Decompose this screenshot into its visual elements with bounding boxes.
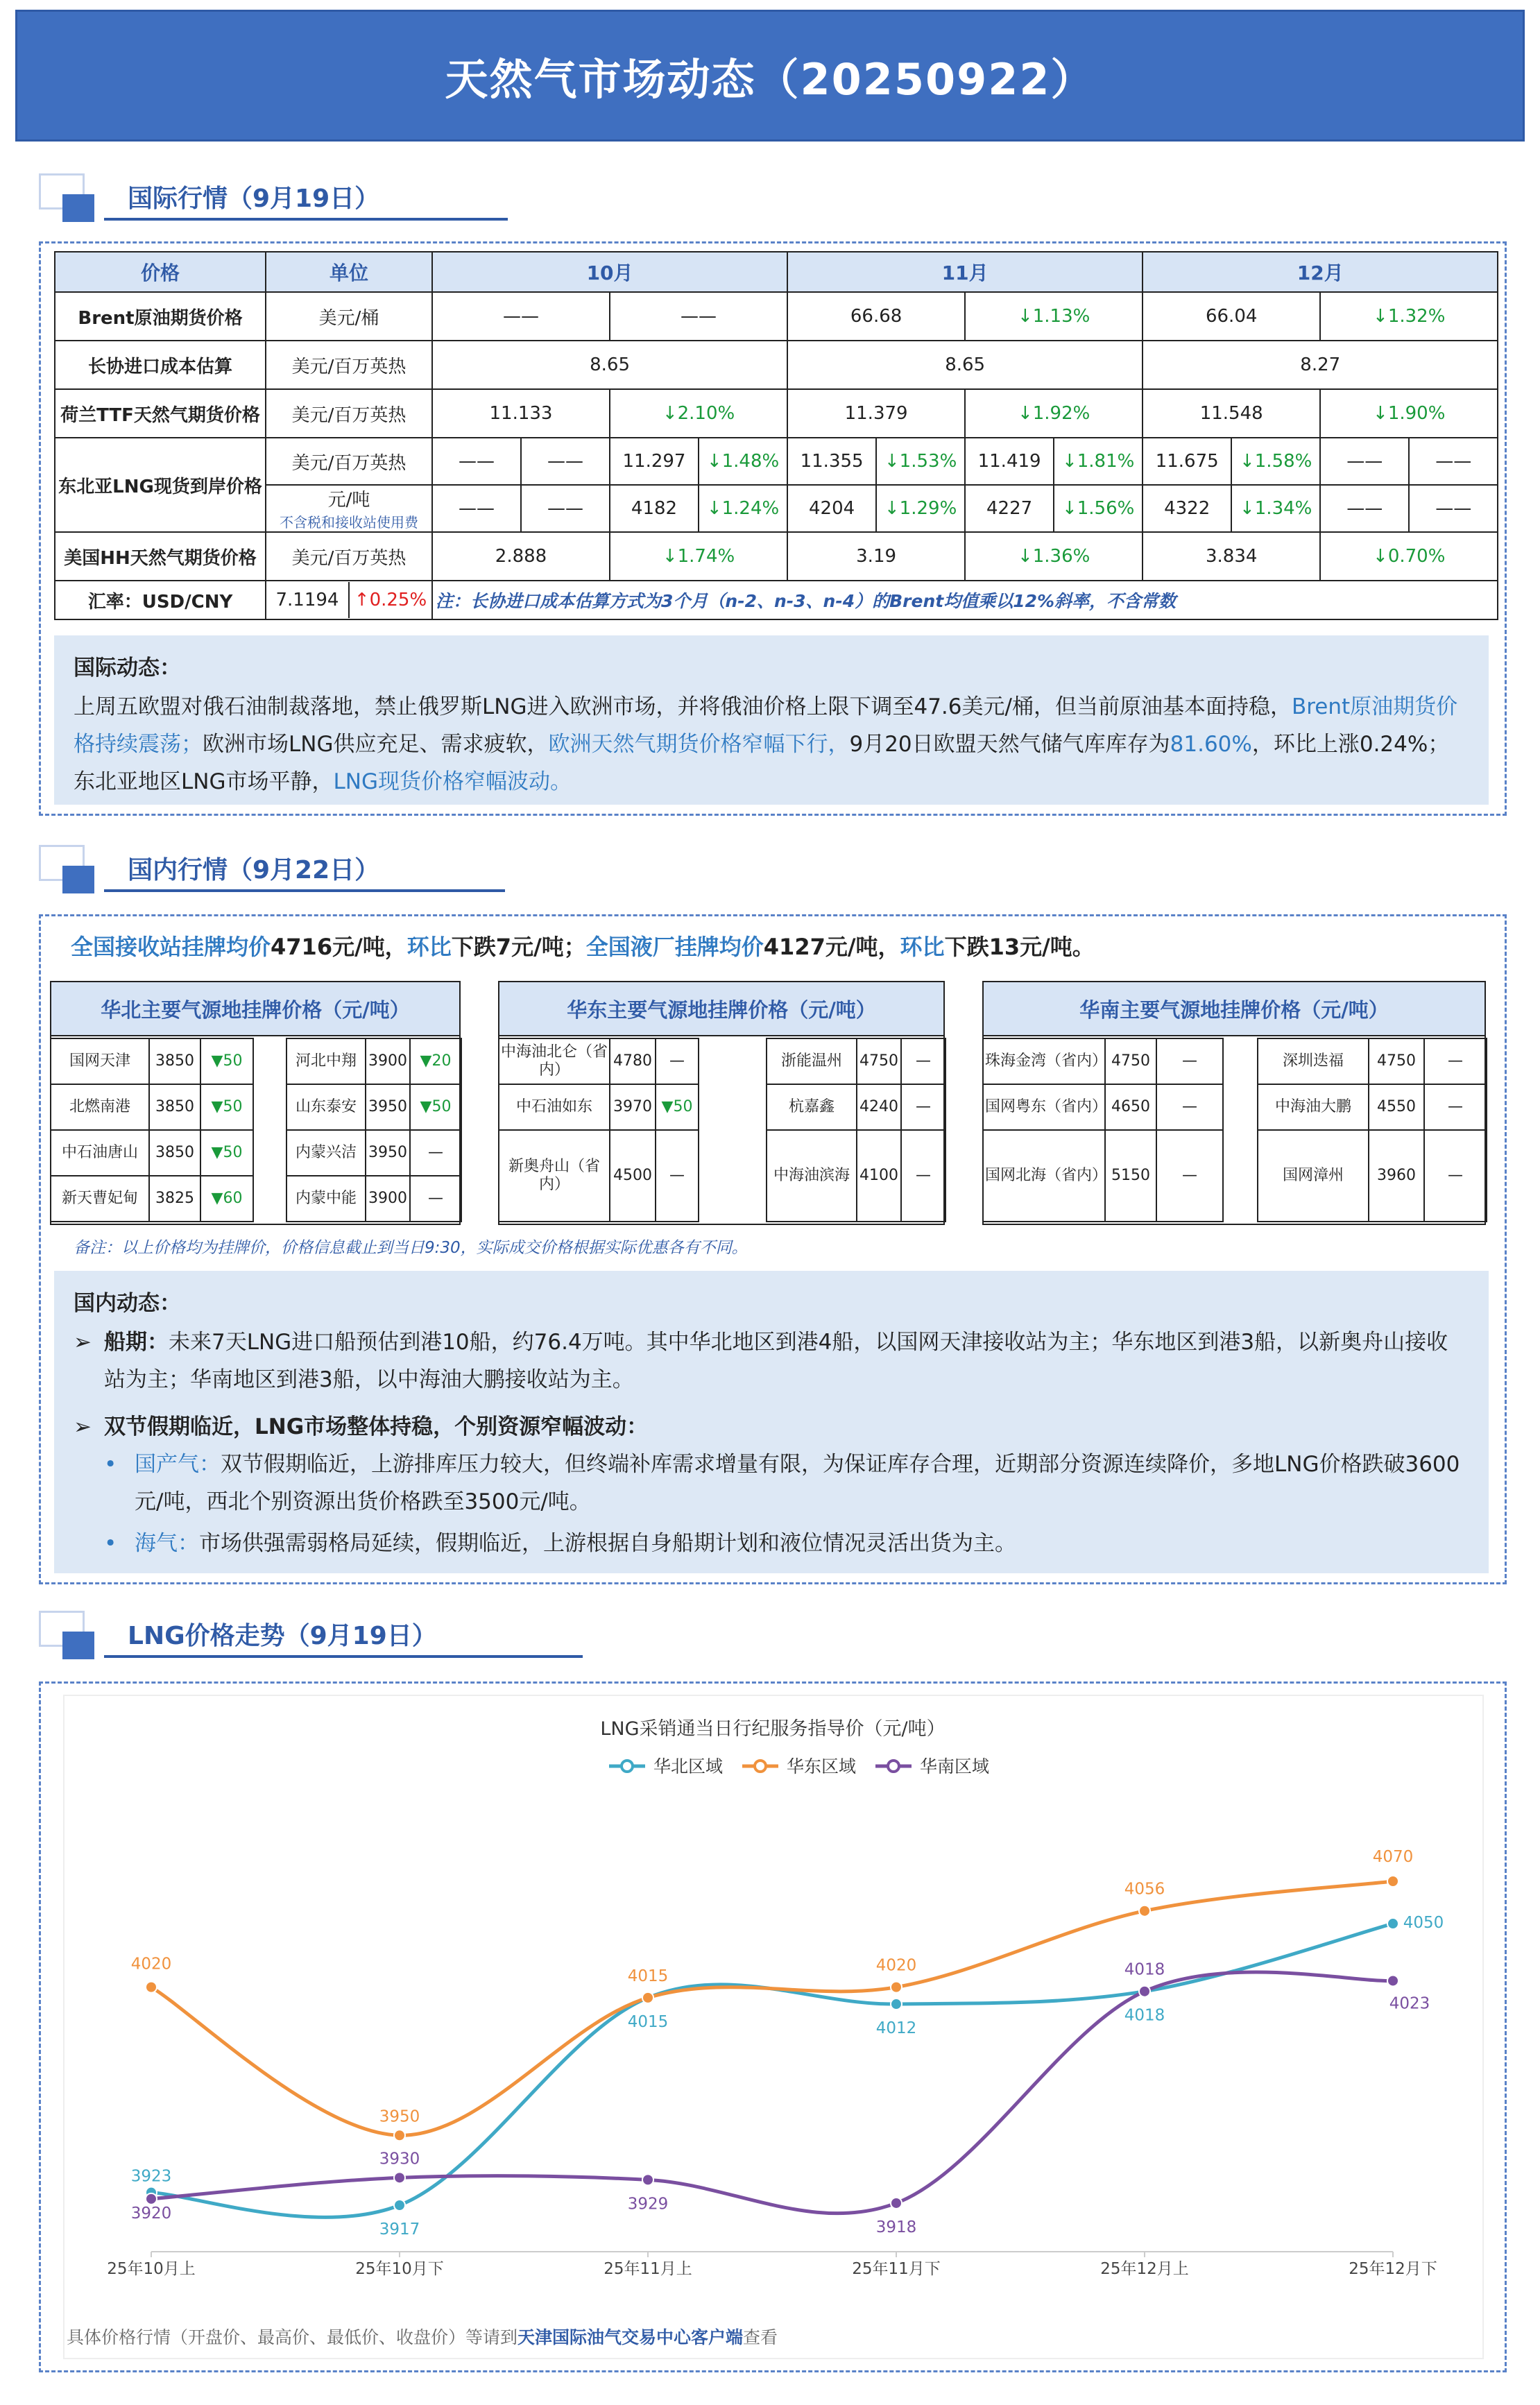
table-row	[983, 1038, 1223, 1084]
section-header-domestic	[39, 845, 469, 900]
source-name: 珠海金湾（省内）	[983, 1038, 1105, 1084]
change-cell: ↓0.70%	[1320, 532, 1498, 581]
change-cell: ↓1.90%	[1320, 389, 1498, 438]
section-title-domestic: 国内行情（9月22日）	[128, 856, 380, 884]
news-label: 海气：	[135, 1531, 199, 1556]
change-cell: ▼50	[200, 1084, 253, 1130]
unit-cell: 美元/百万英热	[266, 341, 432, 389]
data-label: 4050	[1403, 1914, 1444, 1933]
domestic-news-title: 国内动态：	[74, 1291, 181, 1316]
change-cell: ↓1.36%	[965, 532, 1143, 581]
table-row	[51, 1176, 253, 1222]
section-icon-fill	[62, 866, 94, 893]
change-cell: ▼50	[200, 1130, 253, 1176]
change-cell: ↓1.53%	[876, 438, 965, 485]
table-row	[286, 1084, 461, 1130]
data-point	[642, 2174, 653, 2185]
data-point	[1387, 1975, 1398, 1986]
table-row	[286, 1130, 461, 1176]
legend-label: 华东区域	[787, 1756, 857, 1777]
change-cell: ——	[1409, 485, 1498, 532]
data-point	[146, 1982, 157, 1993]
data-point	[891, 2198, 902, 2209]
change-cell: —	[1424, 1130, 1487, 1222]
table-row	[286, 1038, 461, 1084]
fx-note: 注：长协进口成本估算方式为3个月（n-2、n-3、n-4）的Brent均值乘以12%斜率，不含常数	[432, 581, 1498, 619]
data-label: 4018	[1124, 2006, 1165, 2025]
change-cell: ▼60	[200, 1176, 253, 1222]
news-text: 双节假期临近，上游排库压力较大，但终端补库需求增量有限，为保证库存合理，近期部分资源连续降价，多地LNG价格跌破3600元/吨，西北个别资源出货价格跌至3500元/吨。	[135, 1452, 1460, 1514]
section-underline	[104, 889, 505, 892]
price-cell: 5150	[1105, 1130, 1156, 1222]
region-title: 华东主要气源地挂牌价格（元/吨）	[499, 982, 943, 1036]
price-cell: 3950	[366, 1130, 410, 1176]
row-label: 长协进口成本估算	[55, 341, 266, 389]
change-cell: ↓1.29%	[876, 485, 965, 532]
footer-text: 查看	[743, 2327, 778, 2347]
source-name: 中石油如东	[499, 1084, 610, 1130]
news-sub-domestic	[74, 1446, 1469, 1521]
summary-part: 全国液厂挂牌均价	[585, 934, 764, 960]
news-text: 上周五欧盟对俄石油制裁落地，禁止俄罗斯LNG进入欧洲市场，并将俄油价格上限下调至47.6美元/桶，但当前原油基本面持稳，	[74, 694, 1292, 719]
table-row-fx	[55, 581, 1498, 619]
change-cell: ↓1.92%	[965, 389, 1143, 438]
x-tick-label: 25年12月下	[1349, 2260, 1437, 2278]
change-cell: —	[1156, 1084, 1223, 1130]
data-label: 4056	[1124, 1880, 1165, 1899]
data-label: 3923	[130, 2167, 172, 2186]
table-row-ttf	[55, 389, 1498, 438]
news-highlight: 欧洲天然气期货价格窄幅下行，	[548, 732, 850, 757]
data-point	[1139, 1986, 1150, 1997]
summary-part: 4716元/吨，	[271, 934, 407, 960]
x-tick-label: 25年12月上	[1100, 2260, 1189, 2278]
client-link[interactable]: 天津国际油气交易中心客户端	[517, 2327, 744, 2347]
title-bar	[15, 10, 1525, 142]
table-row	[1258, 1084, 1487, 1130]
header-price: 价格	[55, 252, 266, 292]
table-row	[767, 1038, 946, 1084]
data-label: 3930	[379, 2150, 420, 2168]
price-remark: 备注：以上价格均为挂牌价，价格信息截止到当日9:30，实际成交价格根据实际优惠各有不同。	[74, 1239, 748, 1257]
table-row	[499, 1038, 699, 1084]
news-text: 欧洲市场LNG供应充足、需求疲软，	[203, 732, 549, 757]
row-label: 美国HH天然气期货价格	[55, 532, 266, 581]
value-cell: ——	[432, 438, 521, 485]
arrow-bullet-icon: ➢	[74, 1414, 92, 1439]
source-name: 浙能温州	[767, 1038, 857, 1084]
change-cell: ——	[1409, 438, 1498, 485]
data-label: 3918	[875, 2218, 917, 2236]
table-row	[1258, 1038, 1487, 1084]
intl-news-title: 国际动态：	[74, 656, 181, 681]
news-text: 未来7天LNG进口船预估到港10船，约76.4万吨。其中华北地区到港4船，以国网天津接收站为主；华东地区到港3船，以新奥舟山接收站为主；华南地区到港3船，以中海油大鹏接收站为主。	[104, 1330, 1448, 1392]
page-title: 天然气市场动态（20250922）	[445, 53, 1095, 105]
table-row	[51, 1130, 253, 1176]
source-name: 北燃南港	[51, 1084, 149, 1130]
news-sub-sea	[74, 1525, 1469, 1562]
value-cell: 4227	[965, 485, 1054, 532]
chart-series	[131, 1848, 1444, 2239]
x-tick-label: 25年11月下	[852, 2260, 941, 2278]
footer-text: 具体价格行情（开盘价、最高价、最低价、收盘价）等请到	[67, 2327, 518, 2347]
value-cell: 3.19	[787, 532, 965, 581]
table-row-brent	[55, 292, 1498, 341]
price-cell: 3825	[149, 1176, 200, 1222]
data-label: 4018	[1124, 1960, 1165, 1979]
price-cell: 4650	[1105, 1084, 1156, 1130]
value-cell: 11.379	[787, 389, 965, 438]
value-cell: 11.297	[610, 438, 699, 485]
data-label: 4020	[130, 1955, 172, 1974]
value-cell: 4182	[610, 485, 699, 532]
row-label: Brent原油期货价格	[55, 292, 266, 341]
value-cell: 11.419	[965, 438, 1054, 485]
domestic-summary	[71, 930, 1095, 961]
source-name: 杭嘉鑫	[767, 1084, 857, 1130]
domestic-news	[54, 1271, 1489, 1573]
table-row	[286, 1176, 461, 1222]
lng-price-chart	[40, 1683, 1505, 2371]
row-label: 汇率：USD/CNY	[55, 581, 266, 619]
data-label: 4070	[1372, 1848, 1414, 1866]
table-row	[499, 1084, 699, 1130]
legend-label: 华南区域	[920, 1756, 990, 1777]
change-cell: ↓1.13%	[965, 292, 1143, 341]
data-point	[394, 2172, 405, 2183]
x-tick-label: 25年10月上	[107, 2260, 196, 2278]
price-cell: 3970	[610, 1084, 656, 1130]
change-cell: ▼50	[200, 1038, 253, 1084]
summary-part: 下跌7元/吨；	[451, 934, 586, 960]
unit-cell	[266, 485, 432, 532]
change-cell: ——	[521, 485, 610, 532]
price-cell: 3850	[149, 1038, 200, 1084]
price-cell: 4240	[857, 1084, 901, 1130]
table-row-nea-cny	[55, 485, 1498, 532]
legend-marker	[755, 1761, 766, 1772]
data-label: 3929	[627, 2195, 669, 2214]
change-cell: ——	[521, 438, 610, 485]
change-cell: ↓1.48%	[699, 438, 787, 485]
table-row	[1258, 1130, 1487, 1222]
source-name: 河北中翔	[286, 1038, 366, 1084]
footer-note	[67, 2324, 778, 2349]
value-cell: 11.133	[432, 389, 610, 438]
table-row	[767, 1130, 946, 1222]
summary-part: 全国接收站挂牌均价	[71, 934, 271, 960]
news-highlight: Brent原油期货价格持续震荡；	[74, 694, 1458, 757]
north-right-table	[286, 1038, 462, 1222]
section-underline	[104, 1655, 583, 1658]
news-text: 市场供强需弱格局延续，假期临近，上游根据自身船期计划和液位情况灵活出货为主。	[199, 1531, 1016, 1556]
data-point	[891, 1999, 902, 2010]
south-left-table	[982, 1038, 1224, 1222]
table-header-row	[55, 252, 1498, 292]
table-row	[983, 1130, 1223, 1222]
unit-cell: 美元/百万英热	[266, 389, 432, 438]
change-cell: —	[901, 1084, 946, 1130]
chart-title: LNG采销通当日行纪服务指导价（元/吨）	[600, 1718, 946, 1740]
source-name: 国网北海（省内）	[983, 1130, 1105, 1222]
section-title-trend: LNG价格走势（9月19日）	[128, 1622, 437, 1650]
price-cell: 3960	[1369, 1130, 1424, 1222]
change-cell: —	[1156, 1130, 1223, 1222]
source-name: 中海油北仑（省内）	[499, 1038, 610, 1084]
header-oct: 10月	[432, 252, 787, 292]
unit-cell: 美元/百万英热	[266, 438, 432, 485]
fx-value: 7.1194	[275, 590, 339, 610]
section-header-trend	[39, 1611, 552, 1666]
price-cell: 4750	[1369, 1038, 1424, 1084]
data-point	[1387, 1876, 1398, 1887]
chart-frame	[64, 1695, 1483, 2359]
value-cell: 4204	[787, 485, 876, 532]
change-cell: ↓1.74%	[610, 532, 787, 581]
source-name: 中海油滨海	[767, 1130, 857, 1222]
header-unit: 单位	[266, 252, 432, 292]
data-point	[1139, 1906, 1150, 1917]
price-cell: 4500	[610, 1130, 656, 1222]
news-text	[135, 1446, 1469, 1521]
news-highlight: 81.60%	[1170, 732, 1252, 757]
value-cell: ——	[432, 485, 521, 532]
row-label: 东北亚LNG现货到岸价格	[55, 438, 266, 532]
section-header-intl	[39, 173, 469, 229]
legend-label: 华北区域	[653, 1756, 724, 1777]
south-right-table	[1257, 1038, 1487, 1222]
region-title: 华北主要气源地挂牌价格（元/吨）	[51, 982, 459, 1036]
change-cell: ——	[610, 292, 787, 341]
data-label: 4015	[627, 2012, 669, 2031]
value-cell: 66.68	[787, 292, 965, 341]
section-icon-fill	[62, 1632, 94, 1659]
header-nov: 11月	[787, 252, 1143, 292]
source-name: 内蒙中能	[286, 1176, 366, 1222]
data-label: 4020	[875, 1956, 917, 1975]
unit-cell: 美元/桶	[266, 292, 432, 341]
fx-cell	[266, 581, 432, 619]
east-left-table	[498, 1038, 699, 1222]
series-line	[151, 1972, 1393, 2214]
value-cell: 4322	[1143, 485, 1231, 532]
value-cell: 8.65	[787, 341, 1143, 389]
source-name: 国网天津	[51, 1038, 149, 1084]
price-cell: 4750	[857, 1038, 901, 1084]
price-cell: 4100	[857, 1130, 901, 1222]
row-label: 荷兰TTF天然气期货价格	[55, 389, 266, 438]
x-tick-label: 25年11月上	[604, 2260, 692, 2278]
news-highlight: LNG现货价格窄幅波动。	[333, 769, 572, 794]
news-text	[104, 1324, 1469, 1398]
value-cell: ——	[1320, 438, 1409, 485]
table-row-hh	[55, 532, 1498, 581]
price-cell: 3950	[366, 1084, 410, 1130]
value-cell: 8.65	[432, 341, 787, 389]
unit-cell: 美元/百万英热	[266, 532, 432, 581]
east-right-table	[766, 1038, 946, 1222]
series-line	[151, 1924, 1393, 2217]
summary-part: 4127元/吨，	[763, 934, 900, 960]
source-name: 内蒙兴洁	[286, 1130, 366, 1176]
table-row	[983, 1084, 1223, 1130]
x-tick-labels	[107, 2252, 1437, 2278]
region-title: 华南主要气源地挂牌价格（元/吨）	[984, 982, 1485, 1036]
section-title-intl: 国际行情（9月19日）	[128, 185, 380, 213]
news-text: ，环比上涨0.24%；东北亚地区LNG市场平静，	[74, 732, 1450, 794]
change-cell: —	[410, 1176, 461, 1222]
data-label: 3917	[379, 2220, 420, 2239]
news-label: 国产气：	[135, 1452, 221, 1477]
data-point	[394, 2130, 405, 2141]
series-line	[151, 1881, 1393, 2135]
table-row-changxie	[55, 341, 1498, 389]
unit-note: 不含税和接收站使用费	[280, 514, 418, 531]
source-name: 国网漳州	[1258, 1130, 1369, 1222]
change-cell: ▼50	[656, 1084, 699, 1130]
section-icon-fill	[62, 194, 94, 222]
table-row	[51, 1084, 253, 1130]
news-item-ship	[74, 1324, 1469, 1398]
table-row-nea-usd	[55, 438, 1498, 485]
data-point	[642, 1992, 653, 2003]
header-dec: 12月	[1143, 252, 1498, 292]
source-name: 新奥舟山（省内）	[499, 1130, 610, 1222]
x-tick-label: 25年10月下	[355, 2260, 444, 2278]
change-cell: —	[656, 1038, 699, 1084]
chart-legend	[609, 1756, 989, 1777]
change-cell: —	[656, 1130, 699, 1222]
change-cell: —	[1424, 1084, 1487, 1130]
value-cell: 2.888	[432, 532, 610, 581]
dot-bullet-icon: •	[104, 1531, 117, 1556]
unit-cny: 元/吨	[327, 490, 370, 511]
change-cell: ↓1.81%	[1054, 438, 1143, 485]
data-label: 4012	[875, 2019, 917, 2038]
table-row	[51, 1038, 253, 1084]
news-text	[135, 1525, 1016, 1562]
source-name: 中海油大鹏	[1258, 1084, 1369, 1130]
value-cell: 11.548	[1143, 389, 1320, 438]
summary-part: 环比	[407, 934, 452, 960]
intl-price-table	[54, 251, 1498, 620]
source-name: 中石油唐山	[51, 1130, 149, 1176]
change-cell: —	[1424, 1038, 1487, 1084]
data-label: 3950	[379, 2107, 420, 2126]
data-label: 4015	[627, 1967, 669, 1985]
value-cell: 8.27	[1143, 341, 1498, 389]
change-cell: ▼50	[410, 1084, 461, 1130]
change-cell: —	[1156, 1038, 1223, 1084]
change-cell: —	[901, 1130, 946, 1222]
price-cell: 3850	[149, 1084, 200, 1130]
price-cell: 4780	[610, 1038, 656, 1084]
news-label: 船期：	[104, 1330, 169, 1355]
data-point	[1387, 1918, 1398, 1929]
value-cell: ——	[432, 292, 610, 341]
legend-marker	[888, 1761, 899, 1772]
source-name: 国网粤东（省内）	[983, 1084, 1105, 1130]
price-cell: 3850	[149, 1130, 200, 1176]
news-text: 9月20日欧盟天然气储气库库存为	[849, 732, 1170, 757]
north-left-table	[50, 1038, 254, 1222]
price-cell: 4550	[1369, 1084, 1424, 1130]
price-cell: 3900	[366, 1038, 410, 1084]
change-cell: ▼20	[410, 1038, 461, 1084]
change-cell: ↓1.58%	[1231, 438, 1320, 485]
price-cell: 4750	[1105, 1038, 1156, 1084]
source-name: 山东泰安	[286, 1084, 366, 1130]
dot-bullet-icon: •	[104, 1452, 117, 1477]
value-cell: ——	[1320, 485, 1409, 532]
price-cell: 3900	[366, 1176, 410, 1222]
data-point	[146, 2193, 157, 2205]
intl-news-body	[74, 688, 1469, 801]
change-cell: ↓1.32%	[1320, 292, 1498, 341]
news-item-holiday	[74, 1408, 1469, 1446]
value-cell: 66.04	[1143, 292, 1320, 341]
change-cell: —	[410, 1130, 461, 1176]
news-label: 双节假期临近，LNG市场整体持稳，个别资源窄幅波动：	[104, 1414, 649, 1439]
change-cell: ↓2.10%	[610, 389, 787, 438]
data-point	[394, 2200, 405, 2211]
summary-part: 环比	[900, 934, 945, 960]
summary-part: 下跌13元/吨。	[944, 934, 1095, 960]
intl-news	[54, 635, 1489, 805]
change-cell: ↓1.56%	[1054, 485, 1143, 532]
table-row	[767, 1084, 946, 1130]
legend-marker	[622, 1761, 633, 1772]
change-cell: —	[901, 1038, 946, 1084]
source-name: 深圳迭福	[1258, 1038, 1369, 1084]
data-label: 3920	[130, 2204, 172, 2223]
arrow-bullet-icon: ➢	[74, 1330, 92, 1355]
value-cell: 3.834	[1143, 532, 1320, 581]
section-underline	[104, 218, 508, 221]
data-point	[891, 1982, 902, 1993]
table-row	[499, 1130, 699, 1222]
fx-change: ↑0.25%	[348, 582, 431, 618]
source-name: 新天曹妃甸	[51, 1176, 149, 1222]
change-cell: ↓1.24%	[699, 485, 787, 532]
data-label: 4023	[1389, 1994, 1430, 2013]
value-cell: 11.355	[787, 438, 876, 485]
value-cell: 11.675	[1143, 438, 1231, 485]
change-cell: ↓1.34%	[1231, 485, 1320, 532]
